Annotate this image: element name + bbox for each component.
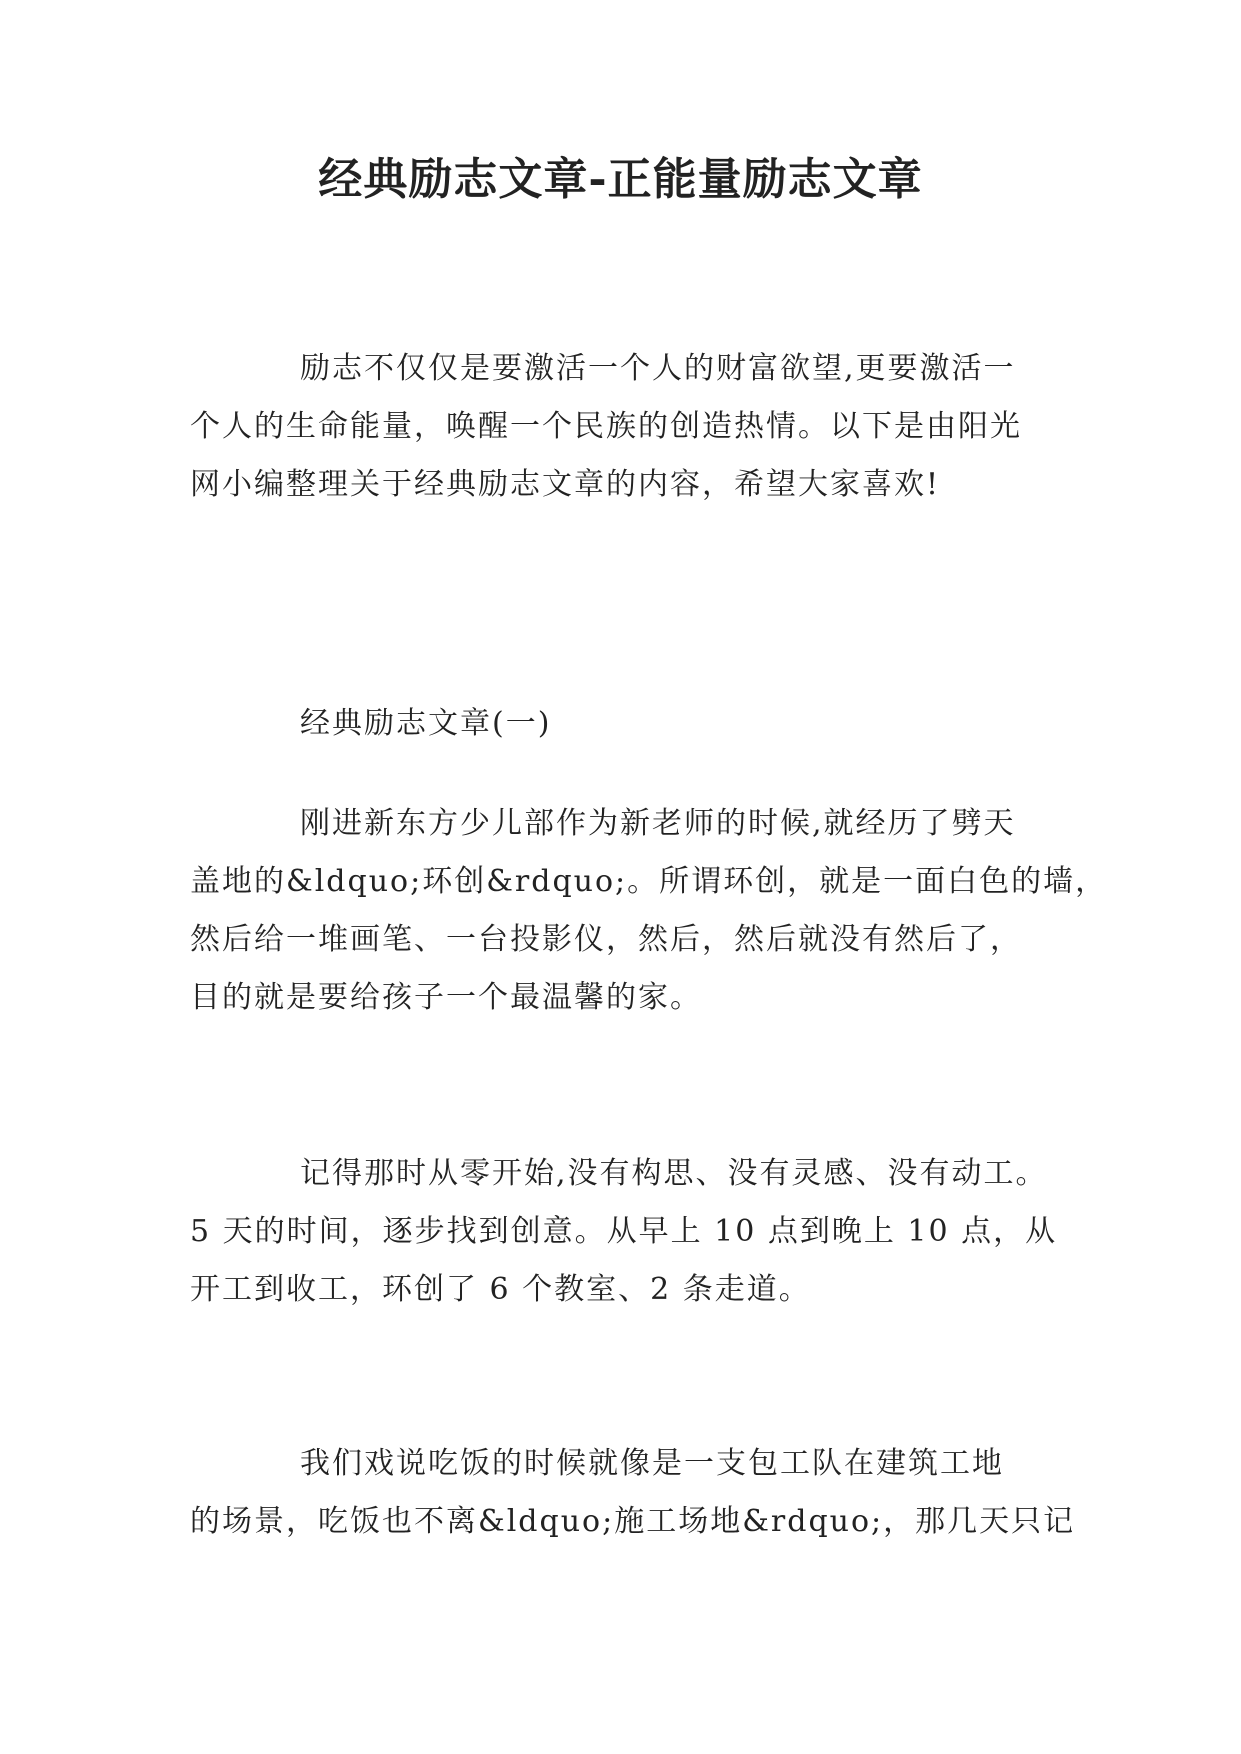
section-heading: 经典励志文章(一) [300, 706, 552, 741]
paragraph-1 [190, 795, 1108, 1027]
paragraph-2-line-1: 记得那时从零开始,没有构思、没有灵感、没有动工。 [300, 1156, 1048, 1191]
intro-paragraph [190, 340, 1060, 514]
paragraph-2-line-2: 5 天的时间，逐步找到创意。从早上 10 点到晚上 10 点，从 [190, 1214, 1058, 1249]
intro-line-3: 网小编整理关于经典励志文章的内容，希望大家喜欢! [190, 467, 941, 502]
paragraph-3-line-2: 的场景，吃饭也不离&ldquo;施工场地&rdquo;，那几天只记 [190, 1504, 1076, 1539]
intro-line-1: 励志不仅仅是要激活一个人的财富欲望,更要激活一 [300, 351, 1016, 386]
paragraph-2 [190, 1145, 1060, 1319]
paragraph-1-line-3: 然后给一堆画笔、一台投影仪，然后，然后就没有然后了， [190, 922, 1022, 957]
paragraph-1-line-4: 目的就是要给孩子一个最温馨的家。 [190, 980, 702, 1015]
paragraph-3-line-1: 我们戏说吃饭的时候就像是一支包工队在建筑工地 [300, 1446, 1004, 1481]
paragraph-2-line-3: 开工到收工，环创了 6 个教室、2 条走道。 [190, 1272, 811, 1307]
paragraph-1-line-1: 刚进新东方少儿部作为新老师的时候,就经历了劈天 [300, 806, 1016, 841]
document-title: 经典励志文章-正能量励志文章 [318, 154, 923, 205]
paragraph-3 [190, 1435, 1076, 1551]
intro-line-2: 个人的生命能量，唤醒一个民族的创造热情。以下是由阳光 [190, 409, 1022, 444]
paragraph-1-line-2: 盖地的&ldquo;环创&rdquo;。所谓环创，就是一面白色的墙， [190, 864, 1108, 899]
